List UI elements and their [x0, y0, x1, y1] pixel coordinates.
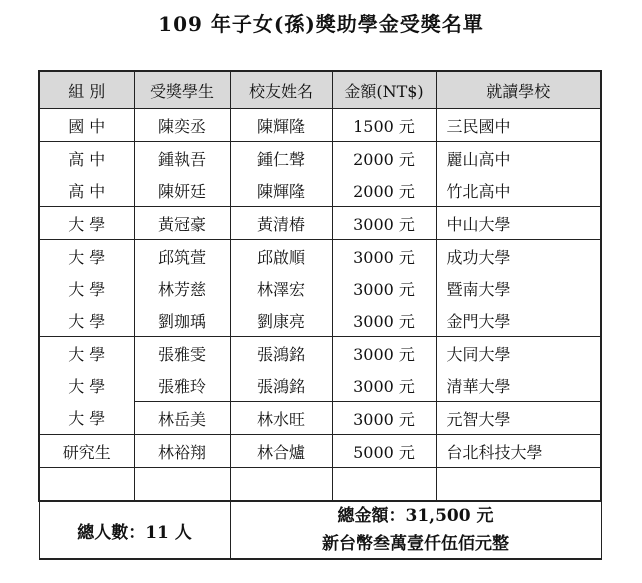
- cell-amount: 3000 元: [332, 304, 436, 337]
- cell-amount: 3000 元: [332, 337, 436, 370]
- cell-school: 中山大學: [436, 207, 601, 240]
- cell-amount: 5000 元: [332, 435, 436, 468]
- page-title: 109 年子女(孫)獎助學金受獎名單: [158, 12, 484, 36]
- table-header-row: [39, 71, 601, 109]
- header-amount: 金額(NT$): [332, 71, 436, 109]
- cell-student: 陳奕丞: [134, 109, 230, 142]
- cell-amount: 3000 元: [332, 207, 436, 240]
- cell-amount: 3000 元: [332, 369, 436, 402]
- cell-alumni: 黃清椿: [230, 207, 332, 240]
- cell-alumni: 張鴻銘: [230, 337, 332, 370]
- cell-level: 研究生: [39, 435, 134, 468]
- cell-student: 林岳美: [134, 402, 230, 435]
- table-row: [39, 109, 601, 142]
- total-amount-words: 新台幣叁萬壹仟伍佰元整: [322, 534, 509, 554]
- cell-amount: 3000 元: [332, 240, 436, 273]
- cell-student: 劉珈瑀: [134, 304, 230, 337]
- total-count: 總人數：11 人: [39, 501, 230, 559]
- header-school: 就讀學校: [436, 71, 601, 109]
- cell-alumni: 張鴻銘: [230, 369, 332, 402]
- cell-student: 林芳慈: [134, 272, 230, 304]
- cell-amount: 1500 元: [332, 109, 436, 142]
- table-footer-row: [39, 501, 601, 559]
- cell-student: 張雅雯: [134, 337, 230, 370]
- cell-school: 竹北高中: [436, 174, 601, 207]
- table-row: [39, 337, 601, 370]
- cell-student: 張雅玲: [134, 369, 230, 402]
- cell-alumni: 邱啟順: [230, 240, 332, 273]
- cell-empty: [39, 468, 134, 502]
- award-recipient-table: [38, 70, 602, 560]
- cell-student: 陳妍廷: [134, 174, 230, 207]
- table-row: [39, 174, 601, 207]
- header-alumni: 校友姓名: [230, 71, 332, 109]
- cell-student: 鍾執吾: [134, 142, 230, 175]
- cell-school: 麗山高中: [436, 142, 601, 175]
- cell-school: 成功大學: [436, 240, 601, 273]
- cell-level: 國 中: [39, 109, 134, 142]
- cell-school: 台北科技大學: [436, 435, 601, 468]
- cell-level: 高 中: [39, 174, 134, 207]
- table-row: [39, 207, 601, 240]
- cell-school: 暨南大學: [436, 272, 601, 304]
- table-row-empty: [39, 468, 601, 502]
- cell-level: 大 學: [39, 402, 134, 435]
- cell-level: 大 學: [39, 369, 134, 402]
- cell-school: 大同大學: [436, 337, 601, 370]
- cell-student: 邱筑萱: [134, 240, 230, 273]
- cell-alumni: 劉康亮: [230, 304, 332, 337]
- cell-level: 大 學: [39, 207, 134, 240]
- total-amount-cell: [230, 501, 601, 559]
- cell-school: 清華大學: [436, 369, 601, 402]
- cell-level: 大 學: [39, 240, 134, 273]
- cell-school: 三民國中: [436, 109, 601, 142]
- cell-alumni: 陳輝隆: [230, 109, 332, 142]
- table-row: [39, 304, 601, 337]
- cell-level: 大 學: [39, 272, 134, 304]
- table-row: [39, 402, 601, 435]
- cell-student: 黃冠豪: [134, 207, 230, 240]
- table-row: [39, 272, 601, 304]
- cell-alumni: 陳輝隆: [230, 174, 332, 207]
- cell-amount: 3000 元: [332, 402, 436, 435]
- table-row: [39, 240, 601, 273]
- table-row: [39, 142, 601, 175]
- cell-alumni: 林澤宏: [230, 272, 332, 304]
- cell-amount: 2000 元: [332, 174, 436, 207]
- cell-school: 元智大學: [436, 402, 601, 435]
- cell-level: 大 學: [39, 337, 134, 370]
- cell-amount: 2000 元: [332, 142, 436, 175]
- header-level: 組 別: [39, 71, 134, 109]
- cell-level: 大 學: [39, 304, 134, 337]
- cell-level: 高 中: [39, 142, 134, 175]
- cell-school: 金門大學: [436, 304, 601, 337]
- cell-student: 林裕翔: [134, 435, 230, 468]
- cell-empty: [134, 468, 230, 502]
- cell-alumni: 鍾仁聲: [230, 142, 332, 175]
- cell-empty: [436, 468, 601, 502]
- table-row: [39, 435, 601, 468]
- cell-alumni: 林合爐: [230, 435, 332, 468]
- header-student: 受獎學生: [134, 71, 230, 109]
- cell-amount: 3000 元: [332, 272, 436, 304]
- cell-empty: [230, 468, 332, 502]
- total-amount: 總金額：31,500 元: [337, 506, 494, 526]
- cell-empty: [332, 468, 436, 502]
- table-row: [39, 369, 601, 402]
- cell-alumni: 林水旺: [230, 402, 332, 435]
